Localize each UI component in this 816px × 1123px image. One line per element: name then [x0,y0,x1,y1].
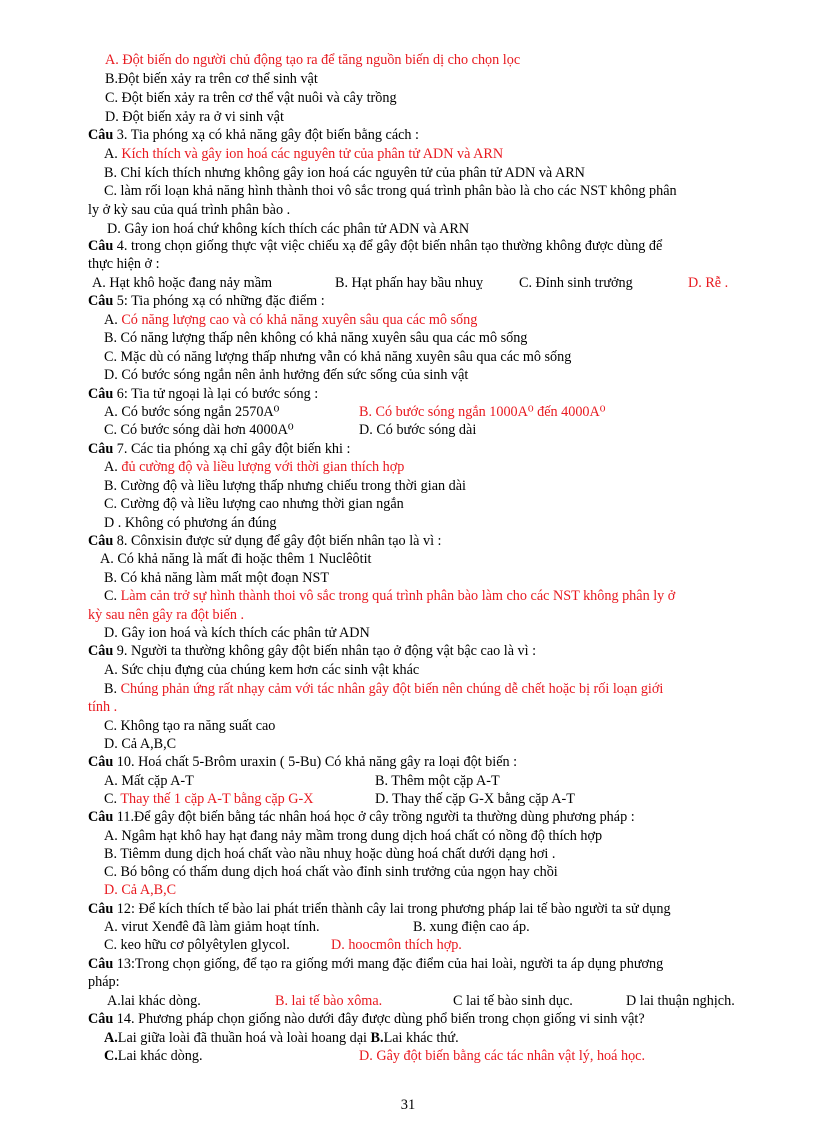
text-line [88,385,318,403]
text-line [88,955,663,973]
line-text: C. [104,588,121,604]
text-line [88,900,671,918]
text-line [107,992,201,1010]
text-line [104,514,276,532]
text-line [104,348,571,366]
text-line [88,698,117,716]
text-line [104,311,477,329]
text-line [359,421,476,439]
line-text: pháp: [88,974,120,990]
line-text: 3. Tia phóng xạ có khả năng gây đột biến bằng cách : [113,127,419,143]
line-text: Câu [88,754,114,770]
text-line [375,790,575,808]
answer-text: Đột biến do người chủ động tạo ra để tăng nguồn biến dị cho chọn lọc [122,52,521,68]
line-text: B. Thêm một cặp A-T [375,773,500,789]
text-line [88,255,160,273]
answer-text: kỳ sau nên gây ra đột biến . [88,607,245,623]
line-text: C. Có bước sóng dài hơn 4000A⁰ [104,422,294,438]
line-text: B. [104,681,121,697]
text-line [92,274,272,292]
text-line [104,458,404,476]
line-text: A. virut Xenđê đã làm giảm hoạt tính. [104,919,320,935]
answer-text: D. hoocmôn thích hợp. [331,937,462,953]
line-text: A. [104,146,122,162]
text-line [688,274,728,292]
text-line [104,790,314,808]
line-text: D lai thuận nghịch. [626,993,735,1009]
text-line [105,70,318,88]
answer-text: đủ cường độ và liều lượng với thời gian thích hợp [121,459,405,475]
line-text: B. Có năng lượng thấp nên không có khả năng xuyên sâu qua các mô sống [104,330,528,346]
text-line [104,403,279,421]
answer-text: B. lai tế bào xôma. [275,993,383,1009]
text-line [88,292,325,310]
line-text: Câu [88,809,114,825]
line-text: A.lai khác dòng. [107,993,201,1009]
line-text: D . Không có phương án đúng [104,515,277,531]
line-text: C. keo hữu cơ pôlyêtylen glycol. [104,937,290,953]
text-line [104,918,320,936]
text-line [100,550,371,568]
line-text: D. Gây ion hoá và kích thích các phân tử ADN [104,625,370,641]
line-text: C. Cường độ và liều lượng cao nhưng thời gian ngắn [104,496,404,512]
answer-text: B. Có bước sóng ngắn 1000A⁰ đến 4000A⁰ [359,404,606,420]
line-text: Câu [88,1011,114,1027]
text-line [104,1047,203,1065]
text-line [104,624,370,642]
line-text: Câu [88,386,114,402]
text-line [88,201,290,219]
line-text: B. Hạt phấn hay bầu nhuỵ [335,275,484,291]
line-text: 10. Hoá chất 5-Brôm uraxin ( 5-Bu) Có khả năng gây ra loại đột biến : [113,754,518,770]
line-text: B. [370,1030,384,1046]
text-line [359,1047,645,1065]
text-line [104,881,176,899]
text-line [275,992,382,1010]
text-line [88,753,517,771]
text-line [88,642,536,660]
line-text: A. [104,312,122,328]
text-line [104,569,329,587]
text-line [104,680,663,698]
answer-text: tính . [88,699,118,715]
line-text: A. Có khả năng là mất đi hoặc thêm 1 Nuclêôtit [100,551,372,567]
text-line [104,717,275,735]
line-text: A. Có bước sóng ngắn 2570A⁰ [104,404,280,420]
answer-text: Thay thế 1 cặp A-T bằng cặp G-X [120,791,314,807]
line-text: A. Mất cặp A-T [104,773,194,789]
line-text: Lai giữa loài đã thuần hoá và loài hoang dại [117,1030,371,1046]
answer-text: D. Cả A,B,C [104,882,177,898]
text-line [105,89,397,107]
text-line [107,220,469,238]
text-line [104,477,466,495]
line-text: A. Hạt khô hoặc đang nảy mầm [92,275,273,291]
line-text: 13:Trong chọn giống, để tạo ra giống mới mang đặc điểm của hai loài, người ta áp dụng phương [113,956,664,972]
text-line [88,606,244,624]
line-text: D. Đột biến xảy ra ở vi sinh vật [105,109,284,125]
page-number: 31 [400,1097,416,1113]
answer-text: Kích thích và gây ion hoá các nguyên tử của phân tử ADN và ARN [121,146,504,162]
text-line [104,366,468,384]
answer-text: D. Rễ . [688,275,729,291]
line-text: A. [104,1030,118,1046]
line-text: C. Không tạo ra năng suất cao [104,718,276,734]
text-line [413,918,530,936]
line-text: 6: Tia tử ngoại là lại có bước sóng : [113,386,319,402]
line-text: thực hiện ở : [88,256,160,272]
text-line [335,274,483,292]
line-text: B. xung điện cao áp. [413,919,530,935]
line-text: Lai khác dòng. [117,1048,203,1064]
text-line [88,532,442,550]
text-line [104,827,602,845]
line-text: C. làm rối loạn khả năng hình thành thoi vô sắc trong quá trình phân bào là cho các NST không phân [104,183,677,199]
line-text: A. Ngâm hạt khô hay hạt đang nảy mầm trong dung dịch hoá chất có nồng độ thích hợp [104,828,603,844]
line-text: 11.Để gây đột biến bằng tác nhân hoá học ở cây trồng người ta thường dùng phương pháp : [113,809,635,825]
line-text: A. Sức chịu đựng của chúng kem hơn các sinh vật khác [104,662,420,678]
text-line [88,440,350,458]
text-line [519,274,633,292]
line-text: B. Có khả năng làm mất một đoạn NST [104,570,330,586]
line-text: Câu [88,901,114,917]
text-line [88,237,662,255]
line-text: 5: Tia phóng xạ có những đặc điểm : [113,293,325,309]
line-text: C. Mặc dù có năng lượng thấp nhưng vẫn có khả năng xuyên sâu qua các mô sống [104,349,572,365]
line-text: 9. Người ta thường không gây đột biến nhân tạo ở động vật bậc cao là vì : [113,643,537,659]
text-line [104,495,404,513]
line-text: 4. trong chọn giống thực vật việc chiếu xạ để gây đột biến nhân tạo thường không được dùng để [113,238,663,254]
text-line [88,973,120,991]
text-line [453,992,573,1010]
text-line [375,772,500,790]
text-line [88,808,635,826]
text-line [359,403,605,421]
line-text: Câu [88,441,114,457]
text-line [105,108,284,126]
line-text: 7. Các tia phóng xạ chỉ gây đột biến khi : [113,441,351,457]
answer-text: Làm cản trở sự hình thành thoi vô sắc trong quá trình phân bào làm cho các NST không phân ly ở [120,588,676,604]
line-text: Câu [88,127,114,143]
text-line [104,329,527,347]
line-text: Câu [88,293,114,309]
line-text: C. Bó bông có thấm dung dịch hoá chất vào đỉnh sinh trưởng của ngọn hay chồi [104,864,558,880]
line-text: 8. Cônxisin được sử dụng để gây đột biến nhân tạo là vì : [113,533,442,549]
text-line [104,182,677,200]
answer-text: Chúng phản ứng rất nhạy cảm với tác nhân gây đột biến nên chúng dễ chết hoặc bị rối loạn giới [120,681,664,697]
text-line [104,845,555,863]
line-text: C. Đột biến xảy ra trên cơ thể vật nuôi và cây trồng [105,90,397,106]
text-line [104,145,503,163]
line-text: D. Có bước sóng ngắn nên ảnh hưởng đến sức sống của sinh vật [104,367,469,383]
answer-text: Có năng lượng cao và có khả năng xuyên sâu qua các mô sống [121,312,478,328]
line-text: C lai tế bào sinh dục. [453,993,573,1009]
line-text: ly ở kỳ sau của quá trình phân bào . [88,202,291,218]
answer-text: D. Gây đột biến bằng các tác nhân vật lý, hoá học. [359,1048,646,1064]
line-text: B.Đột biến xảy ra trên cơ thể sinh vật [105,71,318,87]
line-text: C. [104,1048,118,1064]
line-text: 14. Phương pháp chọn giống nào dưới đây được dùng phổ biến trong chọn giống vi sinh vật? [113,1011,645,1027]
text-line [104,164,585,182]
line-text: D. Thay thế cặp G-X bằng cặp A-T [375,791,575,807]
line-text: B. Cường độ và liều lượng thấp nhưng chiếu trong thời gian dài [104,478,466,494]
text-line [88,126,419,144]
line-text: B. Chỉ kích thích nhưng không gây ion hoá các nguyên tử của phân tử ADN và ARN [104,165,585,181]
text-line [105,51,520,69]
text-line [331,936,462,954]
text-line [104,661,419,679]
line-text: C. [104,791,121,807]
line-text: Câu [88,956,114,972]
line-text: Câu [88,238,114,254]
line-text: Lai khác thứ. [383,1030,459,1046]
line-text: Câu [88,643,114,659]
text-line [104,587,675,605]
line-text: D. Gây ion hoá chứ không kích thích các phân tử ADN và ARN [107,221,470,237]
line-text: B. Tiêmm dung dịch hoá chất vào nầu nhuỵ hoặc dùng hoá chất dưới dạng hơi . [104,846,556,862]
text-line [104,735,176,753]
text-line [104,421,294,439]
line-text: D. Có bước sóng dài [359,422,477,438]
text-line [88,1010,645,1028]
answer-text: A. [105,52,123,68]
text-line [104,863,558,881]
line-text: Câu [88,533,114,549]
text-line [104,936,290,954]
text-line [104,772,194,790]
text-line [626,992,735,1010]
line-text: A. [104,459,122,475]
text-line [104,1029,459,1047]
line-text: D. Cả A,B,C [104,736,177,752]
line-text: 12: Để kích thích tế bào lai phát triển thành cây lai trong phương pháp lai tế bào người ta sử dụng [113,901,671,917]
line-text: C. Đỉnh sinh trưởng [519,275,633,291]
